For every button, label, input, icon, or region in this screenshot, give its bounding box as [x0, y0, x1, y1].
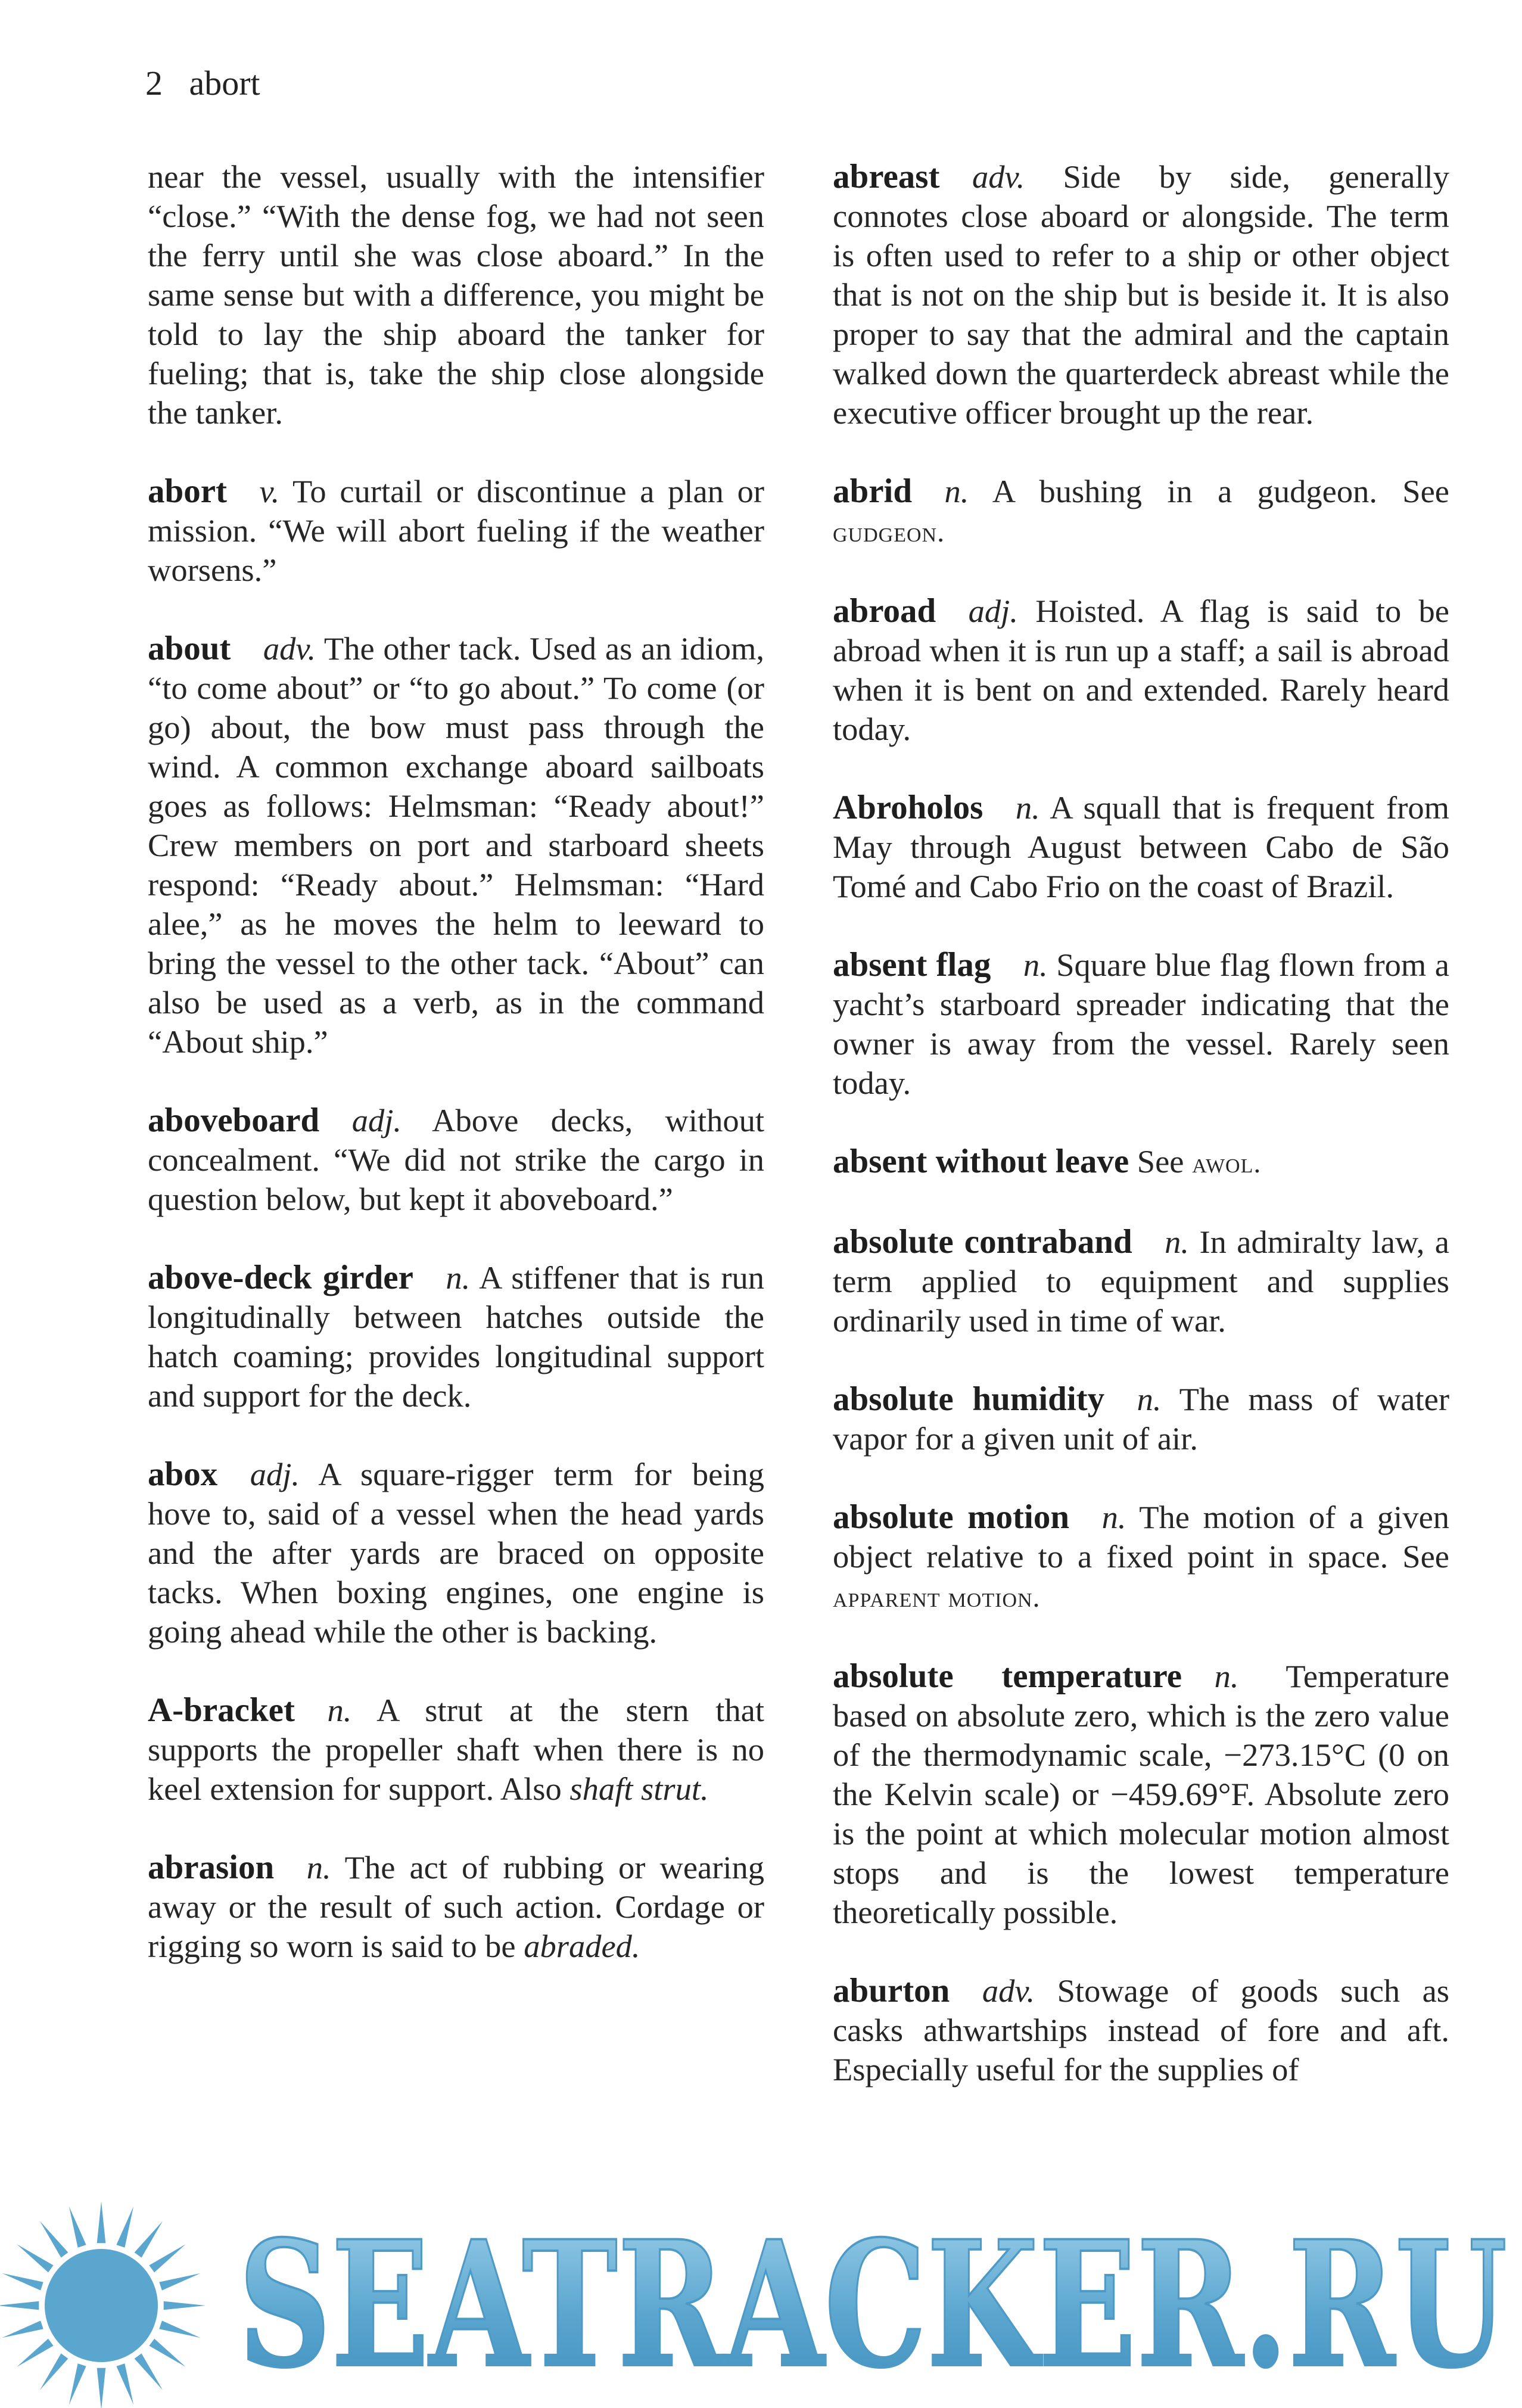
definition-text: A squall that is frequent from May through August between Cabo de São Tomé and Cabo Frio on the coast of Brazil.: [833, 789, 1449, 904]
part-of-speech: n.: [1015, 789, 1040, 826]
part-of-speech: n.: [944, 473, 969, 509]
part-of-speech: adj.: [250, 1456, 300, 1492]
definition-text: Side by side, generally connotes close aboard or alongside. The term is often used to refer to a ship or other object that is not on the ship but is beside it. It is also proper to say that the admiral and the captain walked down the quarterdeck abreast while the executive officer brought up the rear.: [833, 158, 1449, 431]
definition-text: The other tack. Used as an idiom, “to come about” or “to go about.” To come (or go) about, the bow must pass through the wind. A common exchange aboard sailboats goes as follows: Helmsman: “Ready about!” Crew members on port and starboard sheets respond: “Ready about.” Helmsman: “Hard alee,” as he moves the helm to leeward to bring the vessel to the other tack. “About” can also be used as a verb, as in the command “About ship.”: [148, 630, 764, 1060]
dictionary-entry: [833, 1657, 1449, 1932]
definition-text: A square-rigger term for being hove to, said of a vessel when the head yards and the after yards are braced on opposite tacks. When boxing engines, one engine is going ahead while the other is backing.: [148, 1456, 764, 1650]
headword: abreast: [833, 158, 940, 195]
definition-text: A strut at the stern that supports the propeller shaft when there is no keel extension for support. Also: [148, 1692, 764, 1807]
part-of-speech: adv.: [263, 630, 316, 667]
right-column: [833, 157, 1449, 2129]
definition-text: Temperature based on absolute zero, which is the zero value of the thermodynamic scale, −273.15°C (0 on the Kelvin scale) or −459.69°F. Absolute zero is the point at which molecular motion almost stops and is the lowest temperature theoretically possible.: [833, 1658, 1450, 1930]
definition-text: The act of rubbing or wearing away or the result of such action. Cordage or rigging so worn is said to be: [148, 1849, 764, 1964]
dictionary-entry: [148, 1455, 764, 1651]
page-number: 2: [145, 64, 163, 102]
definition-text: The motion of a given object relative to a fixed point in space. See: [833, 1499, 1450, 1575]
dictionary-entry: [833, 157, 1449, 433]
dictionary-entry: [148, 1848, 764, 1966]
cross-reference: gudgeon.: [833, 517, 945, 548]
part-of-speech: n.: [1101, 1499, 1126, 1535]
headword: abrid: [833, 472, 913, 510]
headword: abroad: [833, 592, 936, 630]
dictionary-entry: [148, 157, 764, 433]
definition-text: Stowage of goods such as casks athwartships instead of fore and aft. Especially useful for the supplies of: [833, 1973, 1449, 2087]
dictionary-entry: [148, 629, 764, 1062]
headword: about: [148, 630, 231, 667]
part-of-speech: n.: [306, 1849, 331, 1886]
definition-text: near the vessel, usually with the intensifier “close.” “With the dense fog, we had not seen the ferry until she was close aboard.” In the same sense but with a difference, you might be told to lay the ship aboard the tanker for fueling; that is, take the ship close alongside the tanker.: [148, 158, 764, 431]
part-of-speech: adj.: [351, 1102, 401, 1138]
definition-text: Square blue flag flown from a yacht’s starboard spreader indicating that the owner is away from the vessel. Rarely seen today.: [833, 947, 1449, 1101]
dictionary-entry: [833, 1971, 1449, 2089]
part-of-speech: v.: [259, 473, 280, 509]
headword: abox: [148, 1455, 218, 1493]
part-of-speech: n.: [1137, 1381, 1162, 1417]
headword: aboveboard: [148, 1102, 320, 1139]
cross-reference: awol.: [1192, 1147, 1262, 1179]
dictionary-entry: [148, 1691, 764, 1809]
headword: A-bracket: [148, 1691, 295, 1729]
definition-text: A stiffener that is run longitudinally between hatches outside the hatch coaming; provides longitudinal support and support for the deck.: [148, 1259, 765, 1414]
running-header: [145, 60, 260, 107]
dictionary-entry: [148, 1258, 764, 1415]
definition-text: To curtail or discontinue a plan or mission. “We will abort fueling if the weather worsens.”: [148, 473, 764, 588]
part-of-speech: adv.: [972, 158, 1025, 195]
dictionary-entry: [833, 1222, 1449, 1340]
dictionary-entry: [833, 1380, 1449, 1458]
dictionary-entry: [148, 472, 764, 590]
headword: absolute motion: [833, 1498, 1070, 1536]
headword: absolute temperature: [833, 1657, 1182, 1695]
dictionary-entry: [148, 1101, 764, 1219]
part-of-speech: n.: [446, 1259, 471, 1296]
dictionary-entry: [833, 945, 1449, 1103]
headword: absent flag: [833, 946, 991, 984]
watermark: [0, 2169, 1522, 2408]
sun-icon: [0, 2201, 206, 2408]
definition-text: The mass of water vapor for a given unit of air.: [833, 1381, 1449, 1457]
definition-text: Hoisted. A flag is said to be abroad when it is run up a staff; a sail is abroad when it is bent on and extended. Rarely heard today.: [833, 593, 1449, 747]
running-head: abort: [189, 64, 260, 102]
dictionary-entry: [833, 788, 1449, 906]
headword: above-deck girder: [148, 1259, 413, 1296]
dictionary-entry: [833, 592, 1449, 749]
italic-term: abraded.: [524, 1928, 640, 1964]
headword: aburton: [833, 1972, 950, 2009]
part-of-speech: n.: [1165, 1224, 1190, 1260]
dictionary-entry: [833, 1498, 1449, 1617]
part-of-speech: adj.: [968, 593, 1018, 629]
headword: Abroholos: [833, 789, 983, 826]
dictionary-entry: [833, 472, 1449, 552]
watermark-text: SEATRACKER.RU: [238, 2204, 1507, 2406]
headword: absolute humidity: [833, 1380, 1105, 1418]
dictionary-entry: [833, 1142, 1449, 1183]
definition-text: In admiralty law, a term applied to equipment and supplies ordinarily used in time of war.: [833, 1224, 1449, 1339]
part-of-speech: n.: [327, 1692, 352, 1728]
headword: absent without leave: [833, 1143, 1129, 1180]
headword: abort: [148, 472, 227, 510]
definition-text: Above decks, without concealment. “We did not strike the cargo in question below, but kept it aboveboard.”: [148, 1102, 764, 1217]
part-of-speech: n.: [1214, 1658, 1239, 1694]
italic-term: shaft strut.: [569, 1771, 709, 1807]
part-of-speech: n.: [1023, 947, 1048, 983]
cross-reference: apparent motion.: [833, 1582, 1041, 1613]
part-of-speech: adv.: [982, 1973, 1035, 2009]
definition-text: A bushing in a gudgeon. See: [969, 473, 1449, 509]
headword: abrasion: [148, 1849, 275, 1886]
definition-text: See: [1129, 1143, 1193, 1180]
headword: absolute contraband: [833, 1223, 1132, 1261]
left-column: [148, 157, 764, 2005]
